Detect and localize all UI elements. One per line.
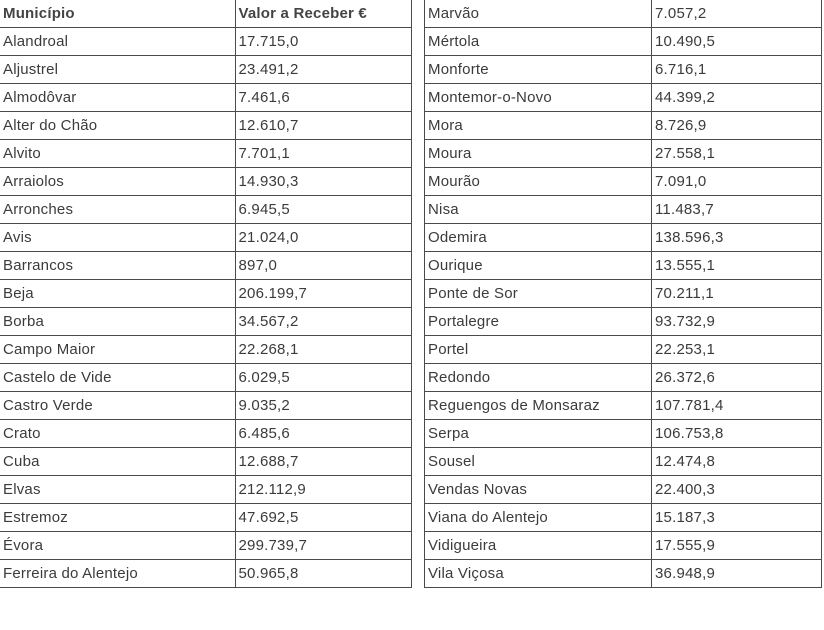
table-row — [425, 504, 822, 532]
table-row — [0, 476, 411, 504]
valor-cell: 17.555,9 — [652, 532, 822, 560]
valor-cell: 7.461,6 — [235, 84, 411, 112]
table-row — [425, 308, 822, 336]
municipio-cell: Odemira — [425, 224, 652, 252]
valor-cell: 12.474,8 — [652, 448, 822, 476]
valor-cell: 107.781,4 — [652, 392, 822, 420]
municipio-cell: Monforte — [425, 56, 652, 84]
table-row — [0, 252, 411, 280]
table-row — [425, 168, 822, 196]
valor-cell: 12.688,7 — [235, 448, 411, 476]
valor-cell: 206.199,7 — [235, 280, 411, 308]
valor-cell: 6.945,5 — [235, 196, 411, 224]
table-row — [0, 168, 411, 196]
municipio-cell: Crato — [0, 420, 235, 448]
table-row — [425, 56, 822, 84]
valor-cell: 12.610,7 — [235, 112, 411, 140]
table-row — [425, 392, 822, 420]
valor-cell: 7.091,0 — [652, 168, 822, 196]
valor-cell: 22.268,1 — [235, 336, 411, 364]
municipio-cell: Cuba — [0, 448, 235, 476]
table-row — [0, 532, 411, 560]
valor-cell: 9.035,2 — [235, 392, 411, 420]
municipio-cell: Mora — [425, 112, 652, 140]
table-row — [425, 364, 822, 392]
left-table — [0, 0, 412, 588]
municipio-cell: Ourique — [425, 252, 652, 280]
valor-cell: 22.253,1 — [652, 336, 822, 364]
valor-cell: 21.024,0 — [235, 224, 411, 252]
right-table — [424, 0, 822, 588]
municipio-cell: Nisa — [425, 196, 652, 224]
valor-cell: 212.112,9 — [235, 476, 411, 504]
municipio-cell: Moura — [425, 140, 652, 168]
municipio-cell: Portel — [425, 336, 652, 364]
table-row — [0, 560, 411, 588]
valor-cell: 897,0 — [235, 252, 411, 280]
valor-cell: 14.930,3 — [235, 168, 411, 196]
municipio-cell: Mourão — [425, 168, 652, 196]
municipio-cell: Vila Viçosa — [425, 560, 652, 588]
valor-cell: 7.701,1 — [235, 140, 411, 168]
left-table-body — [0, 28, 411, 588]
valor-cell: 15.187,3 — [652, 504, 822, 532]
municipio-cell: Redondo — [425, 364, 652, 392]
municipio-cell: Vendas Novas — [425, 476, 652, 504]
valor-cell: 8.726,9 — [652, 112, 822, 140]
valor-cell: 26.372,6 — [652, 364, 822, 392]
municipio-cell: Arronches — [0, 196, 235, 224]
table-row — [0, 308, 411, 336]
valor-cell: 6.485,6 — [235, 420, 411, 448]
valor-cell: 10.490,5 — [652, 28, 822, 56]
table-row — [425, 532, 822, 560]
valor-cell: 23.491,2 — [235, 56, 411, 84]
table-row — [425, 112, 822, 140]
right-table-body — [425, 0, 822, 588]
table-row — [0, 448, 411, 476]
municipio-cell: Elvas — [0, 476, 235, 504]
header-row — [0, 0, 411, 28]
municipio-cell: Arraiolos — [0, 168, 235, 196]
table-row — [425, 224, 822, 252]
table-row — [0, 504, 411, 532]
table-row — [425, 252, 822, 280]
valor-cell: 6.716,1 — [652, 56, 822, 84]
table-row — [425, 280, 822, 308]
municipio-cell: Alandroal — [0, 28, 235, 56]
municipio-cell: Marvão — [425, 0, 652, 28]
table-row — [0, 364, 411, 392]
municipio-cell: Montemor-o-Novo — [425, 84, 652, 112]
valor-cell: 13.555,1 — [652, 252, 822, 280]
valor-cell: 6.029,5 — [235, 364, 411, 392]
valor-cell: 17.715,0 — [235, 28, 411, 56]
table-row — [0, 28, 411, 56]
municipio-cell: Almodôvar — [0, 84, 235, 112]
municipio-cell: Vidigueira — [425, 532, 652, 560]
table-row — [0, 392, 411, 420]
header-valor: Valor a Receber € — [235, 0, 411, 28]
valor-cell: 44.399,2 — [652, 84, 822, 112]
valor-cell: 93.732,9 — [652, 308, 822, 336]
header-municipio: Município — [0, 0, 235, 28]
table-row — [0, 420, 411, 448]
municipio-cell: Campo Maior — [0, 336, 235, 364]
municipio-cell: Castelo de Vide — [0, 364, 235, 392]
table-row — [425, 560, 822, 588]
municipio-cell: Borba — [0, 308, 235, 336]
valor-cell: 27.558,1 — [652, 140, 822, 168]
valor-cell: 70.211,1 — [652, 280, 822, 308]
table-row — [0, 224, 411, 252]
municipio-cell: Castro Verde — [0, 392, 235, 420]
table-row — [0, 196, 411, 224]
table-row — [425, 420, 822, 448]
municipio-cell: Ferreira do Alentejo — [0, 560, 235, 588]
municipio-cell: Alvito — [0, 140, 235, 168]
valor-cell: 36.948,9 — [652, 560, 822, 588]
table-row — [425, 84, 822, 112]
table-row — [0, 112, 411, 140]
municipio-cell: Mértola — [425, 28, 652, 56]
municipio-cell: Avis — [0, 224, 235, 252]
valor-cell: 106.753,8 — [652, 420, 822, 448]
valor-cell: 47.692,5 — [235, 504, 411, 532]
table-row — [425, 28, 822, 56]
valor-cell: 7.057,2 — [652, 0, 822, 28]
table-row — [425, 336, 822, 364]
municipio-cell: Viana do Alentejo — [425, 504, 652, 532]
table-row — [0, 336, 411, 364]
municipio-cell: Beja — [0, 280, 235, 308]
table-row — [0, 140, 411, 168]
table-row — [425, 448, 822, 476]
municipio-cell: Estremoz — [0, 504, 235, 532]
valor-cell: 22.400,3 — [652, 476, 822, 504]
municipio-cell: Alter do Chão — [0, 112, 235, 140]
municipio-cell: Serpa — [425, 420, 652, 448]
municipio-cell: Évora — [0, 532, 235, 560]
valor-cell: 50.965,8 — [235, 560, 411, 588]
municipio-cell: Portalegre — [425, 308, 652, 336]
valor-cell: 138.596,3 — [652, 224, 822, 252]
municipio-cell: Reguengos de Monsaraz — [425, 392, 652, 420]
municipio-cell: Ponte de Sor — [425, 280, 652, 308]
valor-cell: 34.567,2 — [235, 308, 411, 336]
table-row — [0, 84, 411, 112]
valor-cell: 299.739,7 — [235, 532, 411, 560]
valor-cell: 11.483,7 — [652, 196, 822, 224]
table-row — [425, 140, 822, 168]
table-row — [425, 196, 822, 224]
table-row — [0, 280, 411, 308]
municipio-cell: Aljustrel — [0, 56, 235, 84]
table-row — [0, 56, 411, 84]
table-row — [425, 0, 822, 28]
municipio-cell: Sousel — [425, 448, 652, 476]
table-row — [425, 476, 822, 504]
municipio-cell: Barrancos — [0, 252, 235, 280]
